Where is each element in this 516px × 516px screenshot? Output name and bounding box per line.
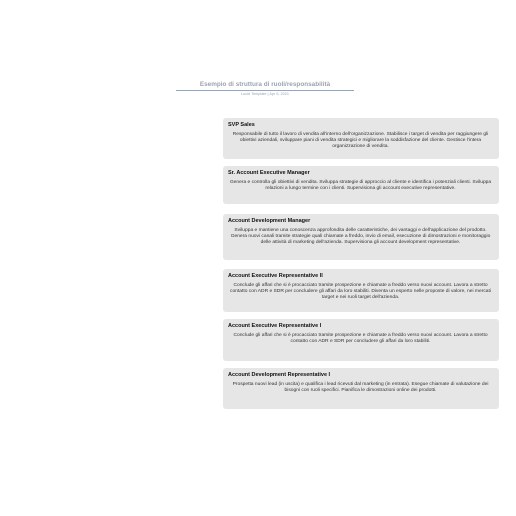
role-card-account-executive-representative-ii: [223, 269, 499, 312]
role-title: Account Executive Representative I: [228, 323, 322, 329]
role-card-account-development-manager: [223, 214, 499, 260]
role-title: SVP Sales: [228, 122, 255, 128]
role-card-svp-sales: [223, 118, 499, 159]
role-card-account-executive-representative-i: [223, 319, 499, 361]
title-divider: [176, 90, 354, 91]
role-card-sr-account-executive-manager: [223, 166, 499, 204]
role-description: Prospetta nuovi lead (in uscita) e qualifica i lead ricevuti dal marketing (in entrata). Esegue chiamate di valutazione dei bisogni con ruoli specifici. Pianifica le dimostrazioni online dei prodotti.: [232, 382, 489, 393]
role-description: Responsabile di tutto il lavoro di vendita all'interno dell'organizzazione. Stabilisce i target di vendita per raggiungere gli obiettivi aziendali, sviluppare piani di vendita strategici e migliorare la soddisfazione del cliente. Gestisce l'intera organizzazione di vendita.: [232, 132, 489, 149]
role-title: Account Executive Representative II: [228, 273, 323, 279]
role-title: Sr. Account Executive Manager: [228, 170, 310, 176]
role-description: Conclude gli affari che si è procacciato tramite prospezione e chiamate a freddo verso nuovi account. Lavora a stretto contatto con ADR e SDR per concludere gli affari da loro stabiliti.: [233, 333, 488, 344]
role-card-account-development-representative-i: [223, 368, 499, 409]
role-description: Genera e controlla gli obiettivi di vendita. Sviluppa strategie di approccio al cliente e identifica i potenziali clienti. Sviluppa relazioni a lungo termine con i clienti. Supervisiona gli account executive representative.: [229, 180, 492, 191]
document-title: Esempio di struttura di ruoli/responsabilità: [199, 81, 331, 88]
document-subtitle: Lucid Template | Apr 6, 2021: [241, 92, 289, 96]
role-description: Sviluppa e mantiene una conoscenza approfondita delle caratteristiche, dei vantaggi e dell'applicazione del prodotto. Genera nuovi canali tramite strategie quali chiamate a freddo, invio di email, esecuzione di dimostrazioni e monitoraggio delle attività di marketing dell'azienda. Supervisiona gli account development representative.: [230, 228, 491, 245]
role-description: Conclude gli affari che si è procacciato tramite prospezione e chiamate a freddo verso nuovi account. Lavora a stretto contatto con ADR e SDR per concludere gli affari da loro stabiliti. Diventa un esperto nelle proposte di valore, nei mercati target e nei ruoli target dell'azienda.: [230, 283, 491, 300]
role-title: Account Development Manager: [228, 218, 311, 224]
role-title: Account Development Representative I: [228, 372, 331, 378]
